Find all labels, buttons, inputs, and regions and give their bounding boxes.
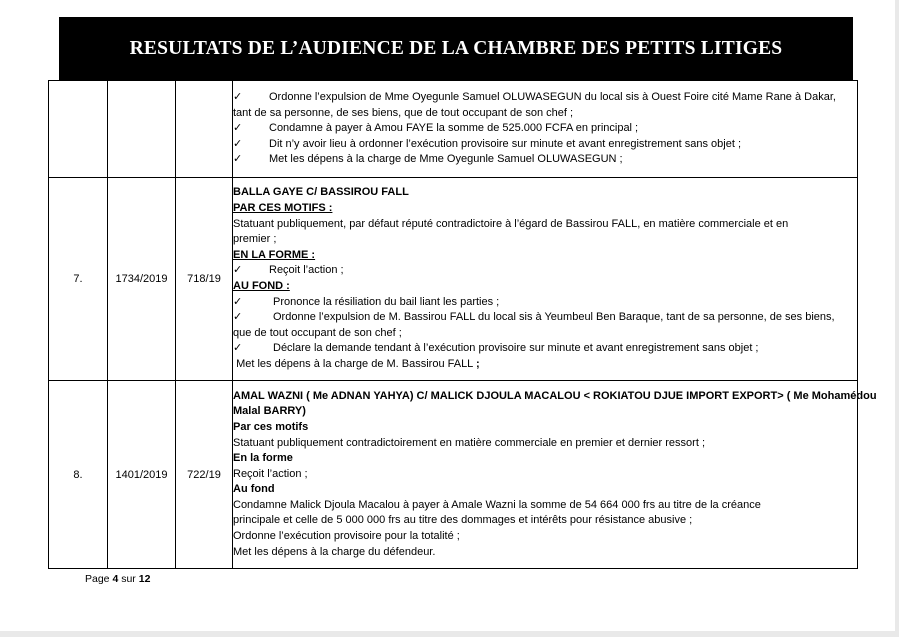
- title-banner: [59, 17, 853, 81]
- case-parties: AMAL WAZNI ( Me ADNAN YAHYA) C/ MALICK DJOULA MACALOU < ROKIATOU DJUE IMPORT EXPORT> ( Me Mohamédou: [233, 389, 877, 402]
- results-table: [48, 80, 877, 569]
- decision-line: Condamne à payer à Amou FAYE la somme de 525.000 FCFA en principal ;: [269, 122, 639, 135]
- check-mark-icon: ✓: [233, 311, 243, 324]
- page-total: 12: [138, 573, 151, 585]
- check-mark-icon: ✓: [233, 91, 243, 104]
- case-parties: BALLA GAYE C/ BASSIROU FALL: [233, 186, 409, 199]
- decision-line: Met les dépens à la charge de M. Bassirou FALL: [236, 357, 473, 370]
- table-row: [49, 81, 858, 178]
- decision-line: Dit n’y avoir lieu à ordonner l’exécution provisoire sur minute et avant enregistrement sans objet ;: [269, 137, 742, 150]
- decision-line: Met les dépens à la charge de Mme Oyegunle Samuel OLUWASEGUN ;: [269, 153, 623, 166]
- decision-cell: [233, 178, 858, 381]
- decision-line: Statuant publiquement, par défaut réputé contradictoire à l’égard de Bassirou FALL, en matière commerciale et en: [233, 217, 789, 230]
- check-mark-icon: ✓: [233, 122, 243, 135]
- page-title: RESULTATS DE L’AUDIENCE DE LA CHAMBRE DES PETITS LITIGES: [129, 38, 783, 59]
- decision-line: principale et celle de 5 000 000 frs au titre des dommages et intérêts pour résistance abusive ;: [233, 514, 693, 527]
- decision-line: que de tout occupant de son chef ;: [233, 326, 402, 339]
- page-current: 4: [112, 573, 119, 585]
- check-mark-icon: ✓: [233, 264, 243, 277]
- rg-number: [108, 81, 176, 178]
- decision-line: Reçoit l’action ;: [269, 264, 344, 277]
- rg-number: 1401/2019: [108, 381, 176, 569]
- table-row: [49, 381, 858, 569]
- section-heading: En la forme: [233, 452, 293, 465]
- decision-line: Déclare la demande tendant à l’exécution provisoire sur minute et avant enregistrement sans objet ;: [273, 342, 759, 355]
- decision-line: Prononce la résiliation du bail liant les parties ;: [273, 295, 500, 308]
- case-number: [49, 81, 108, 178]
- case-number: 7.: [49, 178, 108, 381]
- page-edge: [0, 631, 899, 637]
- judgment-number: 718/19: [176, 178, 233, 381]
- decision-line: Ordonne l’expulsion de Mme Oyegunle Samuel OLUWASEGUN du local sis à Ouest Foire cité Mame Rane à Dakar,: [269, 91, 836, 104]
- section-heading: AU FOND :: [233, 280, 290, 292]
- section-heading: EN LA FORME :: [233, 248, 316, 261]
- decision-line: Ordonne l’exécution provisoire pour la totalité ;: [233, 530, 460, 543]
- decision-line: Met les dépens à la charge du défendeur.: [233, 545, 436, 558]
- decision-line: premier ;: [233, 233, 277, 246]
- section-heading: Au fond: [233, 483, 275, 496]
- page-prefix: Page: [85, 573, 110, 585]
- decision-line: Statuant publiquement contradictoirement en matière commerciale en premier et dernier ressort ;: [233, 436, 706, 449]
- case-parties: Malal BARRY): [233, 405, 306, 418]
- decision-line: Reçoit l’action ;: [233, 467, 308, 480]
- page-number: [85, 573, 150, 585]
- case-number: 8.: [49, 381, 108, 569]
- rg-number: 1734/2019: [108, 178, 176, 381]
- judgment-number: 722/19: [176, 381, 233, 569]
- decision-cell: [233, 381, 877, 569]
- page-separator: sur: [121, 573, 136, 585]
- check-mark-icon: ✓: [233, 295, 243, 308]
- decision-line: ;: [475, 357, 480, 370]
- decision-line: Condamne Malick Djoula Macalou à payer à Amale Wazni la somme de 54 664 000 frs au titre de la créance: [233, 498, 761, 511]
- check-mark-icon: ✓: [233, 342, 243, 355]
- decision-line: tant de sa personne, de ses biens, que de tout occupant de son chef ;: [233, 106, 574, 119]
- check-mark-icon: ✓: [233, 153, 243, 166]
- check-mark-icon: ✓: [233, 137, 243, 150]
- section-heading: Par ces motifs: [233, 420, 309, 433]
- table-row: [49, 178, 858, 381]
- judgment-number: [176, 81, 233, 178]
- page-edge: [895, 0, 899, 637]
- decision-line: Ordonne l’expulsion de M. Bassirou FALL du local sis à Yeumbeul Ben Baraque, tant de sa personne, de ses biens,: [273, 311, 835, 324]
- decision-cell: [233, 81, 858, 178]
- section-heading: PAR CES MOTIFS :: [233, 202, 333, 215]
